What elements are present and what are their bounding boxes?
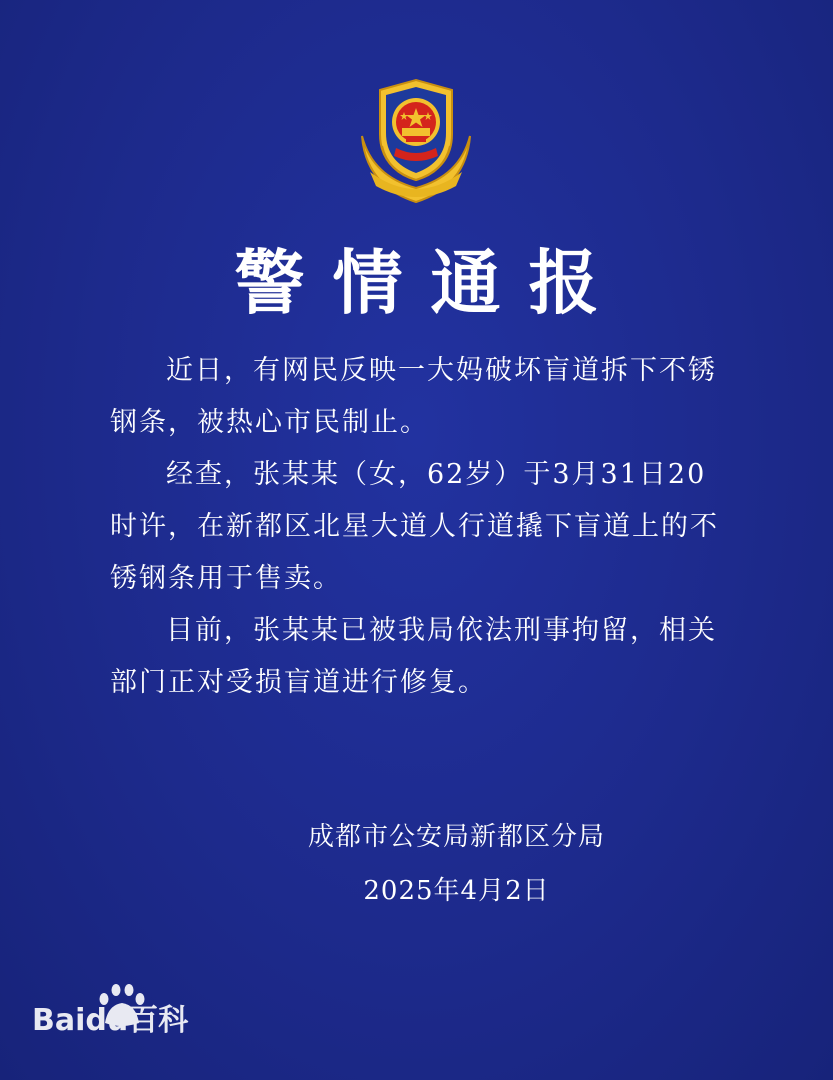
issue-date: 2025年4月2日	[363, 876, 550, 906]
police-emblem-icon	[352, 76, 480, 206]
notice-paragraph: 经查，张某某（女，62岁）于3月31日20时许，在新都区北星大道人行道撬下盲道上的不锈钢条用于售卖。	[110, 459, 719, 594]
issuer-name: 成都市公安局新都区分局	[307, 822, 605, 852]
baidu-baike-watermark	[32, 965, 207, 1038]
notice-paragraph: 近日，有网民反映一大妈破坏盲道拆下不锈钢条，被热心市民制止。	[110, 355, 717, 438]
notice-paragraph: 目前，张某某已被我局依法刑事拘留，相关部门正对受损盲道进行修复。	[110, 615, 717, 698]
watermark-label: Baidu百科	[32, 1003, 189, 1038]
notice-body	[110, 345, 730, 709]
notice-title: 警情通报	[234, 242, 627, 324]
